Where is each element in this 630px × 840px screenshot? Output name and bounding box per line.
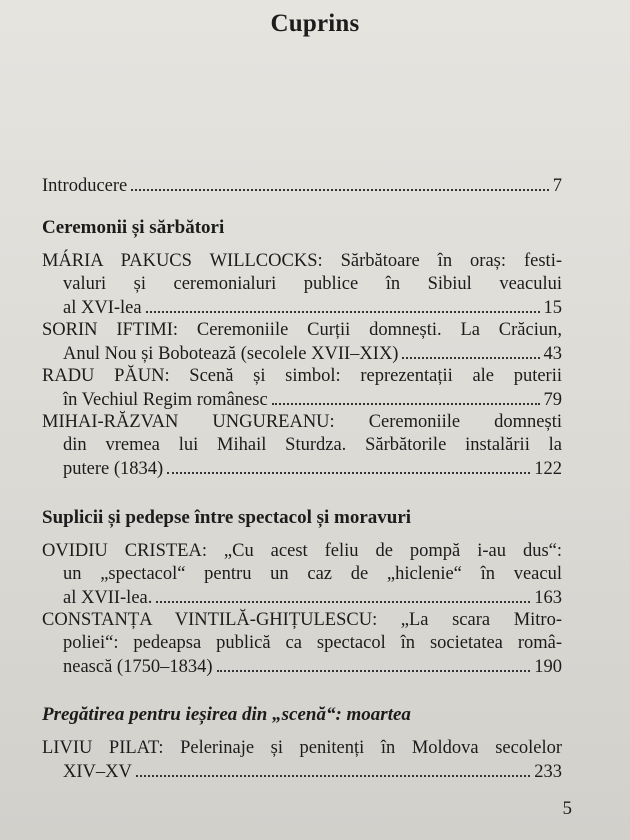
- toc-entry-line: MIHAI-RĂZVAN UNGUREANU: Ceremoniile domnești: [42, 412, 562, 432]
- leader-dots: [146, 296, 540, 313]
- toc-entry-page: 163: [534, 588, 562, 608]
- leader-dots: [272, 388, 540, 405]
- toc-entry-intro: [42, 174, 562, 197]
- toc-entry-page: 122: [534, 459, 562, 479]
- toc-entry-line: CONSTANȚA VINTILĂ-GHIȚULESCU: „La scara Mitro-: [42, 610, 562, 630]
- toc-entry-line: MÁRIA PAKUCS WILLCOCKS: Sărbătoare în oraș: festi-: [42, 251, 562, 271]
- toc-section-3: [42, 703, 562, 727]
- leader-dots: [217, 655, 531, 672]
- page-title: Cuprins: [270, 10, 360, 37]
- toc-entry-line: valuri și ceremonialuri publice în Sibiul veacului: [63, 274, 562, 294]
- toc-entry-line: OVIDIU CRISTEA: „Cu acest feliu de pompă i-au dus“:: [42, 541, 562, 561]
- toc-entry-last-line: XIV–XV 233: [63, 762, 562, 782]
- toc-entry-page: 7: [552, 176, 562, 196]
- toc-entry-line: SORIN IFTIMI: Ceremoniile Curții domnești. La Crăciun,: [42, 320, 562, 340]
- toc-entry-last-line: al XVII-lea. 163: [63, 588, 562, 608]
- leader-dots: [136, 760, 530, 777]
- toc-entry-line: un „spectacol“ pentru un caz de „hiclenie“ în veacul: [63, 564, 562, 584]
- toc-section-2: [42, 506, 562, 530]
- toc-entry-last-line: al XVI-lea 15: [63, 298, 562, 318]
- section-heading: Ceremonii și sărbători: [42, 217, 225, 238]
- toc-entry-page: 233: [534, 762, 562, 782]
- toc-section-1: [42, 216, 562, 240]
- section-heading: Pregătirea pentru ieșirea din „scenă“: moartea: [42, 704, 411, 725]
- toc-entry-text: Introducere: [42, 176, 128, 196]
- leader-dots: [131, 174, 548, 191]
- toc-intro: [42, 174, 562, 197]
- toc-entry-last-line: Anul Nou și Bobotează (secolele XVII–XIX) 43: [63, 344, 562, 364]
- toc-entry-line: poliei“: pedeapsa publică ca spectacol în societatea româ-: [63, 633, 562, 653]
- toc-section-1-entries: [42, 250, 562, 480]
- page-number: 5: [562, 798, 572, 819]
- toc-section-2-entries: [42, 540, 562, 678]
- toc-entry-line: RADU PĂUN: Scenă și simbol: reprezentații ale puterii: [42, 366, 562, 386]
- toc-entry-page: 79: [543, 390, 562, 410]
- toc-entry-page: 190: [534, 657, 562, 677]
- leader-dots: [167, 457, 530, 474]
- toc-section-3-entries: [42, 737, 562, 783]
- section-heading: Suplicii și pedepse între spectacol și moravuri: [42, 507, 412, 528]
- toc-entry-last-line: putere (1834) 122: [63, 459, 562, 479]
- leader-dots: [156, 586, 530, 603]
- toc-entry-line: LIVIU PILAT: Pelerinaje și penitenți în Moldova secolelor: [42, 738, 562, 758]
- toc-entry-page: 15: [543, 298, 562, 318]
- toc-entry-page: 43: [543, 344, 562, 364]
- toc-entry-last-line: în Vechiul Regim românesc 79: [63, 390, 562, 410]
- toc-entry-line: din vremea lui Mihail Sturdza. Sărbătorile instalării la: [63, 435, 562, 455]
- leader-dots: [402, 342, 539, 359]
- toc-entry-last-line: nească (1750–1834) 190: [63, 657, 562, 677]
